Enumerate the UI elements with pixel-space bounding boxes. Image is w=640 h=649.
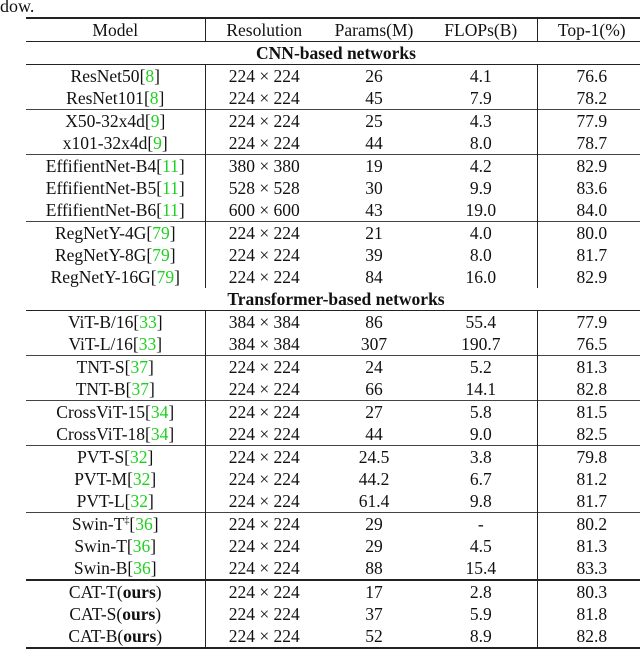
ours-label: ours: [123, 626, 157, 646]
model-cell: PVT-M[32]: [74, 469, 157, 489]
top1-cell: 80.2: [537, 513, 640, 536]
flops-cell: 9.9: [469, 178, 492, 198]
model-cell: CAT-T(ours): [68, 582, 162, 602]
table-row: [26, 423, 640, 446]
model-name: RegNetY-16G: [50, 267, 151, 287]
citation-link: 32: [130, 447, 148, 467]
model-cell: Swin-T‡[36]: [71, 514, 159, 534]
flops-cell: 14.1: [465, 379, 497, 399]
model-cell: CAT-S(ours): [69, 604, 162, 624]
header-model: Model: [92, 20, 139, 40]
citation-link: 37: [131, 379, 149, 399]
model-cell: x101-32x4d[9]: [62, 133, 168, 153]
model-cell: Swin-B[36]: [73, 558, 157, 578]
params-cell: 25: [365, 111, 383, 131]
table-row: [26, 625, 640, 648]
model-name: EffifientNet-B4: [45, 156, 157, 176]
ours-label: ours: [122, 582, 156, 602]
model-name: CAT-B: [68, 626, 118, 646]
top1-cell: 81.3: [537, 535, 640, 557]
table-row: [26, 580, 640, 603]
params-cell: 29: [365, 514, 383, 534]
citation-link: 32: [130, 491, 148, 511]
model-name: EffifientNet-B6: [45, 200, 157, 220]
flops-cell: 8.9: [469, 626, 492, 646]
model-name: RegNetY-8G: [54, 245, 147, 265]
table-body: [26, 42, 640, 649]
model-cell: EffifientNet-B4[11]: [45, 156, 185, 176]
flops-cell: 4.3: [469, 111, 492, 131]
preceding-text-fragment: dow.: [0, 0, 35, 16]
params-cell: 66: [365, 379, 383, 399]
params-cell: 45: [365, 88, 383, 108]
top1-cell: 82.8: [537, 378, 640, 401]
model-cell: PVT-L[32]: [76, 491, 154, 511]
top1-cell: 84.0: [537, 199, 640, 222]
model-name: ResNet50: [70, 66, 140, 86]
citation-link: 36: [132, 536, 151, 556]
top1-cell: 83.6: [537, 177, 640, 199]
resolution-cell: 224 × 224: [205, 401, 323, 424]
section-header-row: [26, 42, 640, 65]
resolution-cell: 384 × 384: [205, 333, 323, 356]
resolution-cell: 224 × 224: [205, 65, 323, 88]
table-row: [26, 468, 640, 490]
model-cell: RegNetY-16G[79]: [50, 267, 180, 287]
citation-link: 11: [162, 200, 179, 220]
resolution-cell: 380 × 380: [205, 155, 323, 178]
top1-cell: 81.5: [537, 401, 640, 424]
model-cell: RegNetY-4G[79]: [54, 223, 176, 243]
table-header-row: [26, 18, 640, 42]
flops-cell: -: [477, 514, 484, 534]
resolution-cell: 224 × 224: [205, 513, 323, 536]
resolution-cell: 224 × 224: [205, 468, 323, 490]
model-superscript: ‡: [124, 515, 130, 527]
table-row: [26, 401, 640, 424]
model-cell: CAT-B(ours): [68, 626, 163, 646]
resolution-cell: 224 × 224: [205, 557, 323, 580]
flops-cell: 9.0: [469, 424, 492, 444]
resolution-cell: 600 × 600: [205, 199, 323, 222]
top1-cell: 79.8: [537, 446, 640, 469]
params-cell: 44.2: [358, 469, 390, 489]
params-cell: 61.4: [358, 491, 390, 511]
params-cell: 24.5: [358, 447, 390, 467]
table-row: [26, 333, 640, 356]
model-cell: CrossViT-18[34]: [56, 424, 175, 444]
resolution-cell: 224 × 224: [205, 356, 323, 379]
model-comparison-table: [26, 17, 640, 649]
table-row: [26, 603, 640, 625]
flops-cell: 15.4: [465, 558, 497, 578]
citation-link: 8: [149, 88, 159, 108]
citation-link: 32: [132, 469, 151, 489]
model-name: ResNet101: [66, 88, 144, 108]
citation-link: 9: [150, 111, 160, 131]
table-row: [26, 177, 640, 199]
resolution-cell: 224 × 224: [205, 222, 323, 245]
params-cell: 88: [365, 558, 383, 578]
model-name: PVT-M: [74, 469, 128, 489]
table-row: [26, 311, 640, 334]
top1-cell: 77.9: [537, 110, 640, 133]
params-cell: 44: [365, 133, 383, 153]
table-row: [26, 199, 640, 222]
table-row: [26, 356, 640, 379]
model-cell: PVT-S[32]: [77, 447, 154, 467]
flops-cell: 5.9: [469, 604, 492, 624]
top1-cell: 81.2: [537, 468, 640, 490]
params-cell: 24: [365, 357, 383, 377]
model-name: TNT-S: [76, 357, 125, 377]
header-params: Params(M): [334, 20, 414, 40]
citation-link: 34: [150, 424, 169, 444]
resolution-cell: 224 × 224: [205, 378, 323, 401]
model-cell: X50-32x4d[9]: [65, 111, 166, 131]
model-name: CrossViT-18: [56, 424, 146, 444]
top1-cell: 81.8: [537, 603, 640, 625]
model-cell: RegNetY-8G[79]: [54, 245, 176, 265]
model-name: PVT-S: [77, 447, 125, 467]
table-row: [26, 378, 640, 401]
table-row: [26, 490, 640, 513]
params-cell: 37: [365, 604, 383, 624]
section-title: CNN-based networks: [26, 42, 640, 65]
flops-cell: 7.9: [469, 88, 492, 108]
flops-cell: 5.2: [469, 357, 492, 377]
model-name: Swin-T: [71, 514, 125, 534]
resolution-cell: 224 × 224: [205, 580, 323, 603]
citation-link: 11: [162, 178, 179, 198]
table-row: [26, 244, 640, 266]
model-name: CrossViT-15: [56, 402, 146, 422]
flops-cell: 4.1: [469, 66, 492, 86]
flops-cell: 4.5: [469, 536, 492, 556]
params-cell: 84: [365, 267, 383, 287]
params-cell: 30: [365, 178, 383, 198]
resolution-cell: 224 × 224: [205, 423, 323, 446]
table-row: [26, 557, 640, 580]
model-cell: Swin-T[36]: [74, 536, 157, 556]
flops-cell: 3.8: [469, 447, 492, 467]
table-row: [26, 65, 640, 88]
section-title: Transformer-based networks: [26, 288, 640, 311]
model-name: X50-32x4d: [65, 111, 145, 131]
model-name: x101-32x4d: [62, 133, 148, 153]
table-row: [26, 266, 640, 288]
params-cell: 27: [365, 402, 383, 422]
resolution-cell: 224 × 224: [205, 87, 323, 110]
model-cell: TNT-B[37]: [75, 379, 155, 399]
section-header-row: [26, 288, 640, 311]
model-name: CAT-S: [69, 604, 117, 624]
model-cell: ViT-B/16[33]: [67, 312, 163, 332]
model-name: Swin-T: [74, 536, 127, 556]
params-cell: 44: [365, 424, 383, 444]
citation-link: 9: [153, 133, 162, 153]
params-cell: 17: [365, 582, 383, 602]
params-cell: 29: [365, 536, 383, 556]
resolution-cell: 224 × 224: [205, 446, 323, 469]
citation-link: 33: [138, 334, 157, 354]
params-cell: 19: [365, 156, 383, 176]
top1-cell: 77.9: [537, 311, 640, 334]
params-cell: 26: [365, 66, 383, 86]
model-name: TNT-B: [75, 379, 126, 399]
table-row: [26, 446, 640, 469]
top1-cell: 81.7: [537, 244, 640, 266]
resolution-cell: 224 × 224: [205, 244, 323, 266]
model-name: ViT-L/16: [68, 334, 133, 354]
top1-cell: 76.6: [537, 65, 640, 88]
table-row: [26, 513, 640, 536]
model-name: EffifientNet-B5: [45, 178, 157, 198]
table-row: [26, 535, 640, 557]
flops-cell: 8.0: [469, 245, 492, 265]
citation-link: 79: [152, 223, 170, 243]
flops-cell: 16.0: [465, 267, 497, 287]
top1-cell: 78.2: [537, 87, 640, 110]
top1-cell: 80.3: [537, 580, 640, 603]
ours-label: ours: [122, 604, 156, 624]
model-cell: EffifientNet-B6[11]: [45, 200, 185, 220]
flops-cell: 190.7: [461, 334, 501, 354]
resolution-cell: 224 × 224: [205, 266, 323, 288]
resolution-cell: 224 × 224: [205, 625, 323, 648]
citation-link: 34: [150, 402, 169, 422]
top1-cell: 82.5: [537, 423, 640, 446]
model-cell: EffifientNet-B5[11]: [45, 178, 185, 198]
citation-link: 37: [130, 357, 148, 377]
top1-cell: 81.3: [537, 356, 640, 379]
citation-link: 79: [152, 245, 170, 265]
flops-cell: 19.0: [465, 200, 497, 220]
resolution-cell: 224 × 224: [205, 110, 323, 133]
model-name: PVT-L: [76, 491, 125, 511]
top1-cell: 82.9: [537, 155, 640, 178]
citation-link: 11: [162, 156, 179, 176]
params-cell: 21: [365, 223, 383, 243]
table-row: [26, 222, 640, 245]
resolution-cell: 224 × 224: [205, 603, 323, 625]
flops-cell: 9.8: [469, 491, 492, 511]
model-cell: ResNet50[8]: [70, 66, 160, 86]
top1-cell: 78.7: [537, 132, 640, 155]
table-row: [26, 87, 640, 110]
model-cell: ViT-L/16[33]: [68, 334, 163, 354]
top1-cell: 81.7: [537, 490, 640, 513]
model-name: CAT-T: [68, 582, 117, 602]
top1-cell: 83.3: [537, 557, 640, 580]
params-cell: 307: [360, 334, 388, 354]
model-cell: TNT-S[37]: [76, 357, 154, 377]
flops-cell: 4.0: [469, 223, 492, 243]
top1-cell: 80.0: [537, 222, 640, 245]
params-cell: 39: [365, 245, 383, 265]
flops-cell: 55.4: [465, 312, 497, 332]
flops-cell: 5.8: [469, 402, 492, 422]
params-cell: 52: [365, 626, 383, 646]
table-row: [26, 155, 640, 178]
model-name: Swin-B: [73, 558, 128, 578]
flops-cell: 4.2: [469, 156, 492, 176]
citation-link: 33: [139, 312, 157, 332]
citation-link: 79: [156, 267, 175, 287]
table-row: [26, 132, 640, 155]
model-cell: CrossViT-15[34]: [56, 402, 175, 422]
resolution-cell: 224 × 224: [205, 490, 323, 513]
citation-link: 36: [135, 514, 153, 534]
top1-cell: 82.9: [537, 266, 640, 288]
model-name: ViT-B/16: [67, 312, 134, 332]
citation-link: 8: [145, 66, 155, 86]
citation-link: 36: [133, 558, 151, 578]
flops-cell: 8.0: [469, 133, 492, 153]
model-cell: ResNet101[8]: [66, 88, 165, 108]
params-cell: 43: [365, 200, 383, 220]
params-cell: 86: [365, 312, 383, 332]
resolution-cell: 528 × 528: [205, 177, 323, 199]
flops-cell: 2.8: [469, 582, 492, 602]
top1-cell: 76.5: [537, 333, 640, 356]
table-row: [26, 110, 640, 133]
resolution-cell: 224 × 224: [205, 535, 323, 557]
header-flops: FLOPs(B): [444, 20, 518, 40]
flops-cell: 6.7: [469, 469, 492, 489]
header-resolution: Resolution: [205, 18, 323, 42]
model-name: RegNetY-4G: [54, 223, 147, 243]
header-top1: Top-1(%): [537, 18, 640, 42]
resolution-cell: 224 × 224: [205, 132, 323, 155]
top1-cell: 82.8: [537, 625, 640, 648]
resolution-cell: 384 × 384: [205, 311, 323, 334]
